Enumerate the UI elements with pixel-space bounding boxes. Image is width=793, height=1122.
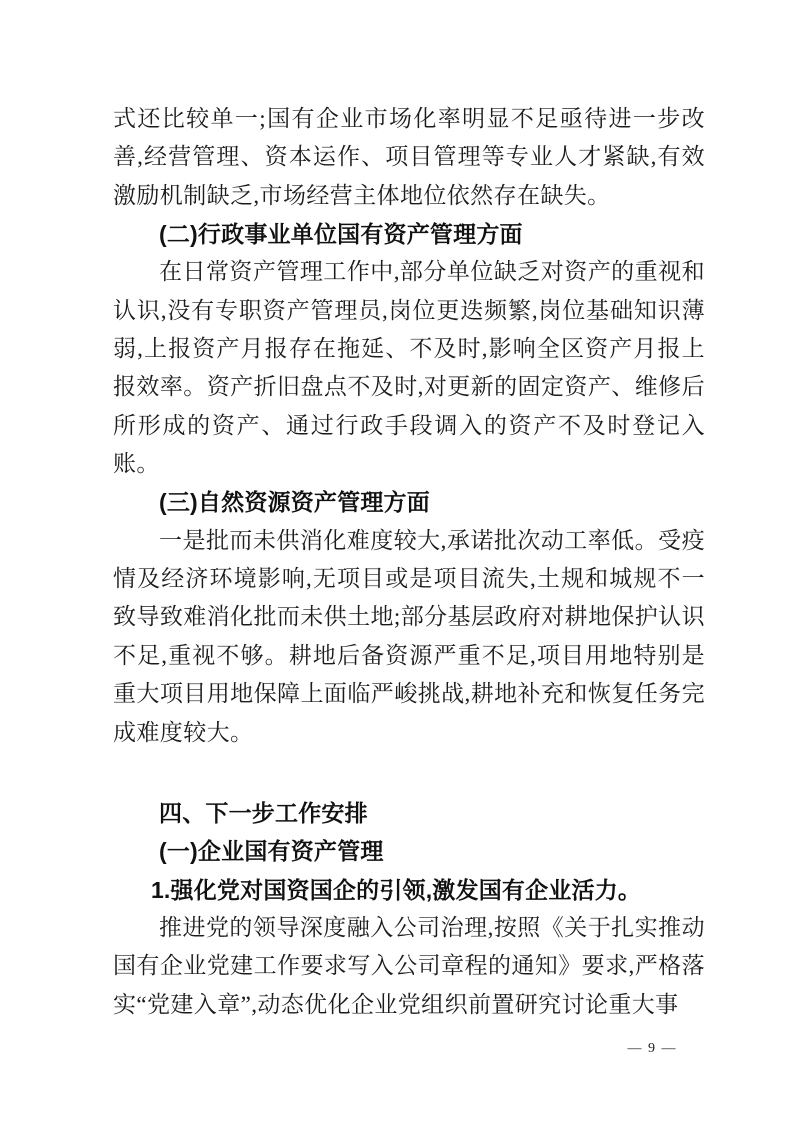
document-body [113, 100, 705, 1024]
paragraph-natural-resources: 一是批而未供消化难度较大,承诺批次动工率低。受疫情及经济环境影响,无项目或是项目流失,土规和城规不一致导致难消化批而未供土地;部分基层政府对耕地保护认识不足,重视不够。耕地后备资源严重不足,项目用地特别是重大项目用地保障上面临严峻挑战,耕地补充和恢复任务完成难度较大。 [113, 527, 705, 745]
paragraph-continuation: 式还比较单一;国有企业市场化率明显不足亟待进一步改善,经营管理、资本运作、项目管理等专业人才紧缺,有效激励机制缺乏,市场经营主体地位依然存在缺失。 [113, 106, 705, 208]
paragraph-admin-assets: 在日常资产管理工作中,部分单位缺乏对资产的重视和认识,没有专职资产管理员,岗位更迭频繁,岗位基础知识薄弱,上报资产月报存在拖延、不及时,影响全区资产月报上报效率。资产折旧盘点不及时,对更新的固定资产、维修后所形成的资产、通过行政手段调入的资产不及时登记入账。 [113, 259, 705, 477]
paragraph-point-one: 推进党的领导深度融入公司治理,按照《关于扎实推动国有企业党建工作要求写入公司章程的通知》要求,严格落实“党建入章”,动态优化企业党组织前置研究讨论重大事 [113, 914, 705, 1017]
heading-point-one: 1.强化党对国资国企的引领,激发国有企业活力。 [150, 876, 642, 903]
section-gap [113, 752, 705, 794]
heading-admin-assets: (二)行政事业单位国有资产管理方面 [159, 221, 523, 248]
heading-section-four: 四、下一步工作安排 [159, 799, 368, 826]
heading-natural-resources: (三)自然资源资产管理方面 [159, 489, 430, 516]
heading-subsection-one: (一)企业国有资产管理 [159, 838, 384, 865]
page-number: — 9 — [627, 1041, 677, 1056]
